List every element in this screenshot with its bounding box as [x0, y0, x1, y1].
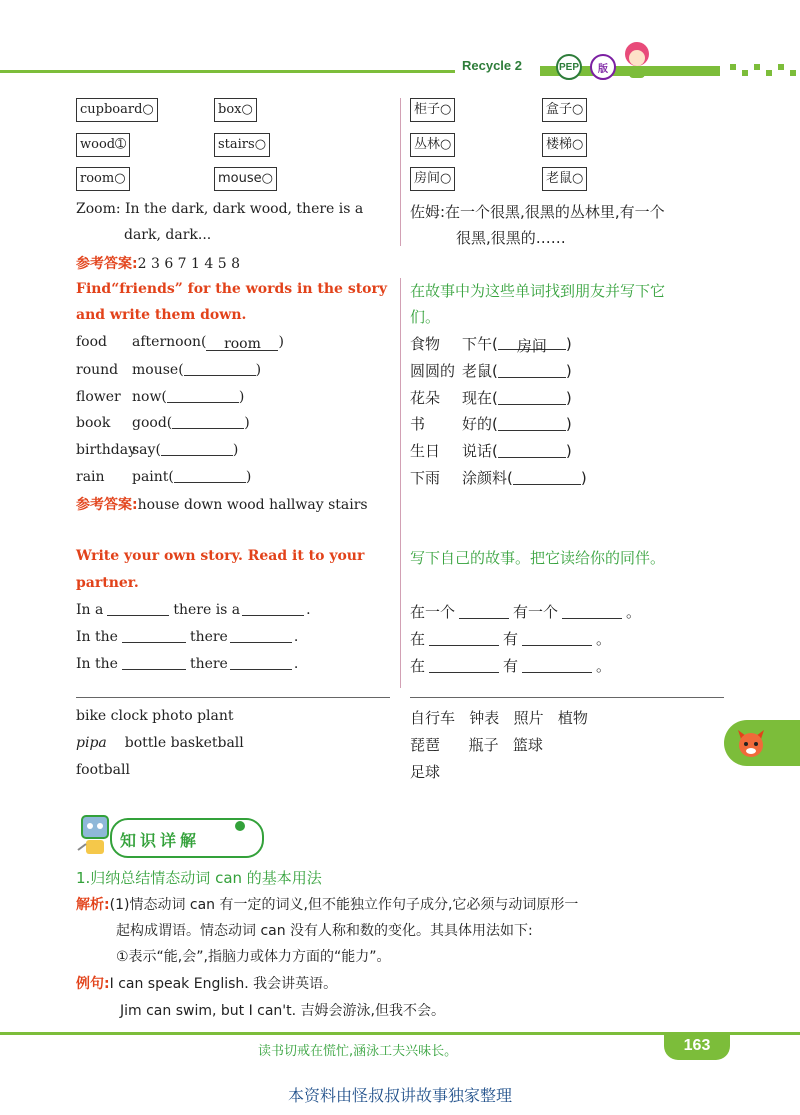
friends-match-word: afternoon(	[132, 334, 207, 350]
story-punct: .	[293, 656, 299, 672]
wordbank-en-3: football	[76, 762, 130, 778]
edition-badge: 版	[590, 54, 616, 80]
story-blank[interactable]	[107, 601, 169, 616]
pep-badge: PEP	[556, 54, 582, 80]
story-text: In the	[76, 629, 118, 645]
answer-blank[interactable]	[172, 414, 244, 429]
analysis-text-1: (1)情态动词 can 有一定的词义,但不能独立作句子成分,它必须与动词原形一	[109, 897, 579, 913]
analysis-text-2: 起构成谓语。情态动词 can 没有人称和数的变化。其具体用法如下:	[116, 923, 533, 939]
analysis-label: 解析:	[76, 897, 110, 913]
vocab-box: wood➀	[76, 133, 130, 157]
header-stripe	[0, 60, 800, 82]
wordbank-en-pipa: pipa	[76, 735, 107, 751]
friends-row-cn	[410, 467, 587, 488]
story-line-cn	[410, 655, 611, 676]
friends-match-word: mouse(	[132, 362, 184, 378]
friends-row-cn	[410, 413, 572, 434]
story-line-en	[76, 601, 311, 618]
story-punct: 。	[626, 603, 642, 621]
friends-match-word: paint(	[132, 469, 174, 485]
wordbank-cn-2: 琵琶 瓶子 篮球	[410, 736, 543, 754]
close-paren: )	[238, 389, 245, 405]
story-blank-cn[interactable]	[429, 658, 499, 673]
vocab-box: stairs○	[214, 133, 270, 157]
friends-word-cn: 书	[410, 415, 426, 433]
friends-match-word-cn: 现在(	[462, 389, 498, 407]
friends-word-cn: 花朵	[410, 389, 441, 407]
answer-value: house down wood hallway stairs	[137, 497, 368, 513]
analysis-line-1	[76, 894, 578, 914]
friends-word-cn: 食物	[410, 335, 441, 353]
friends-heading-cn: 在故事中为这些单词找到朋友并写下它	[410, 282, 666, 300]
friends-match-word-cn: 涂颜料(	[462, 469, 513, 487]
close-paren: )	[232, 442, 239, 458]
story-punct: 。	[596, 657, 612, 675]
story-punct: 。	[596, 630, 612, 648]
story-punct: .	[306, 602, 311, 618]
friends-row-en	[76, 388, 244, 405]
friends-heading-cn-cont: 们。	[410, 308, 441, 326]
answer-key-1	[76, 253, 240, 273]
answer-blank[interactable]	[174, 468, 246, 483]
close-paren: )	[565, 335, 572, 353]
friends-heading-en: Find“friends” for the words in the story	[76, 281, 388, 297]
vocab-box-cn: 柜子○	[410, 98, 455, 122]
friends-word-cn: 圆圆的	[410, 362, 456, 380]
friends-word: birthday	[76, 442, 136, 458]
story-blank-cn[interactable]	[522, 631, 592, 646]
story-text: there	[189, 629, 228, 645]
close-paren: )	[565, 362, 572, 380]
story-line-cn	[410, 628, 611, 649]
credit-line: 本资料由怪叔叔讲故事独家整理	[287, 1086, 512, 1105]
story-text-cn: 在一个	[410, 603, 456, 621]
answer-blank-cn[interactable]	[513, 470, 581, 485]
divider-line	[410, 697, 724, 698]
story-text: there is a	[173, 602, 241, 618]
zoom-line-cn-cont: 很黑,很黑的……	[456, 229, 566, 247]
cartoon-girl-icon	[612, 38, 662, 82]
zoom-line-en-cont: dark, dark...	[124, 227, 212, 243]
zoom-line-cn: 佐姆:在一个很黑,很黑的丛林里,有一个	[410, 203, 665, 221]
wordbank-en-2	[76, 735, 244, 751]
friends-row-cn	[410, 387, 572, 408]
story-heading-en: Write your own story. Read it to your	[76, 548, 365, 564]
answer-key-2	[76, 494, 368, 514]
wordbank-en-1: bike clock photo plant	[76, 708, 234, 724]
story-blank-cn[interactable]	[429, 631, 499, 646]
vocab-box: mouse○	[214, 167, 277, 191]
wordbank-cn-3: 足球	[410, 763, 441, 781]
answer-blank[interactable]: room	[206, 336, 278, 351]
vocab-box-cn: 楼梯○	[542, 133, 587, 157]
example-line-1	[76, 973, 337, 993]
story-text: there	[189, 656, 228, 672]
answer-label: 参考答案:	[76, 497, 138, 513]
close-paren: )	[565, 389, 572, 407]
vocab-box-cn: 老鼠○	[542, 167, 587, 191]
wordbank-cn-1: 自行车 钟表 照片 植物	[410, 709, 588, 727]
story-blank-cn[interactable]	[562, 604, 622, 619]
friends-match-word-cn: 下午(	[462, 335, 498, 353]
vocab-box: room○	[76, 167, 130, 191]
close-paren: )	[245, 469, 252, 485]
friends-word-cn: 生日	[410, 442, 441, 460]
friends-word: round	[76, 362, 119, 378]
answer-blank[interactable]	[184, 361, 256, 376]
friends-match-word-cn: 好的(	[462, 415, 498, 433]
fox-mascot-icon	[734, 726, 768, 760]
close-paren: )	[580, 469, 587, 487]
story-text-cn: 有	[503, 657, 519, 675]
friends-row-cn	[410, 440, 572, 461]
vocab-box: box○	[214, 98, 257, 122]
close-paren: )	[244, 415, 250, 431]
friends-word: flower	[76, 389, 121, 405]
story-text-cn: 在	[410, 630, 426, 648]
friends-row-en	[76, 334, 284, 351]
example-text-2: Jim can swim, but I can't. 吉姆会游泳,但我不会。	[120, 1003, 445, 1019]
story-text-cn: 有一个	[513, 603, 559, 621]
unit-title: Recycle 2	[462, 58, 522, 73]
story-text-cn: 有	[503, 630, 519, 648]
story-punct: .	[293, 629, 299, 645]
story-blank-cn[interactable]	[522, 658, 592, 673]
knowledge-title: 知识详解	[120, 831, 201, 850]
example-label: 例句:	[76, 976, 110, 992]
analysis-text-3: ①表示“能,会”,指脑力或体力方面的“能力”。	[116, 949, 391, 965]
answer-blank-cn[interactable]	[498, 443, 566, 458]
close-paren: )	[565, 415, 572, 433]
story-heading-cn: 写下自己的故事。把它读给你的同伴。	[410, 549, 666, 567]
answer-blank-cn[interactable]: 房间	[498, 335, 566, 350]
friends-row-en	[76, 414, 250, 431]
friends-row-cn	[410, 333, 572, 354]
page-number: 163	[664, 1032, 730, 1060]
close-paren: )	[255, 362, 262, 378]
zoom-line-en: Zoom: In the dark, dark wood, there is a	[76, 201, 364, 217]
answer-blank[interactable]	[167, 388, 239, 403]
friends-row-en	[76, 361, 261, 378]
friends-match-word: now(	[132, 389, 167, 405]
close-paren: )	[278, 334, 284, 350]
answer-blank-cn[interactable]	[498, 363, 566, 378]
answer-blank[interactable]	[161, 441, 233, 456]
story-blank[interactable]	[242, 601, 304, 616]
friends-word: food	[76, 334, 108, 350]
knowledge-point: 1.归纳总结情态动词 can 的基本用法	[76, 869, 322, 887]
story-blank[interactable]	[122, 628, 186, 643]
divider-line	[76, 697, 390, 698]
friends-word: rain	[76, 469, 105, 485]
dot-icon	[232, 818, 248, 834]
friends-match-word: say(	[132, 442, 161, 458]
story-text: In the	[76, 656, 118, 672]
story-blank[interactable]	[230, 628, 292, 643]
friends-row-cn	[410, 360, 572, 381]
footer-motto: 读书切戒在慌忙,涵泳工夫兴味长。	[258, 1044, 458, 1059]
friends-heading-en-cont: and write them down.	[76, 307, 247, 323]
friends-word: book	[76, 415, 111, 431]
story-line-cn	[410, 601, 641, 622]
story-blank[interactable]	[122, 655, 186, 670]
friends-match-word: good(	[132, 415, 173, 431]
example-text-1: I can speak English. 我会讲英语。	[109, 976, 338, 992]
story-line-en	[76, 655, 298, 672]
story-text-cn: 在	[410, 657, 426, 675]
answer-value: 2 3 6 7 1 4 5 8	[137, 256, 241, 272]
column-divider	[400, 278, 401, 688]
story-blank[interactable]	[230, 655, 292, 670]
answer-blank-cn[interactable]	[498, 416, 566, 431]
story-text: In a	[76, 602, 104, 618]
friends-row-en	[76, 468, 251, 485]
story-heading-en-cont: partner.	[76, 575, 139, 591]
vocab-box-cn: 盒子○	[542, 98, 587, 122]
story-blank-cn[interactable]	[459, 604, 509, 619]
story-line-en	[76, 628, 298, 645]
friends-match-word-cn: 老鼠(	[462, 362, 498, 380]
friends-row-en	[76, 441, 238, 458]
close-paren: )	[565, 442, 572, 460]
friends-match-word-cn: 说话(	[462, 442, 498, 460]
friends-word-cn: 下雨	[410, 469, 441, 487]
answer-label: 参考答案:	[76, 256, 138, 272]
vocab-box-cn: 丛林○	[410, 133, 455, 157]
vocab-box-cn: 房间○	[410, 167, 455, 191]
column-divider	[400, 98, 401, 246]
vocab-box: cupboard○	[76, 98, 158, 122]
wordbank-en-2b: bottle basketball	[124, 735, 244, 751]
answer-blank-cn[interactable]	[498, 390, 566, 405]
